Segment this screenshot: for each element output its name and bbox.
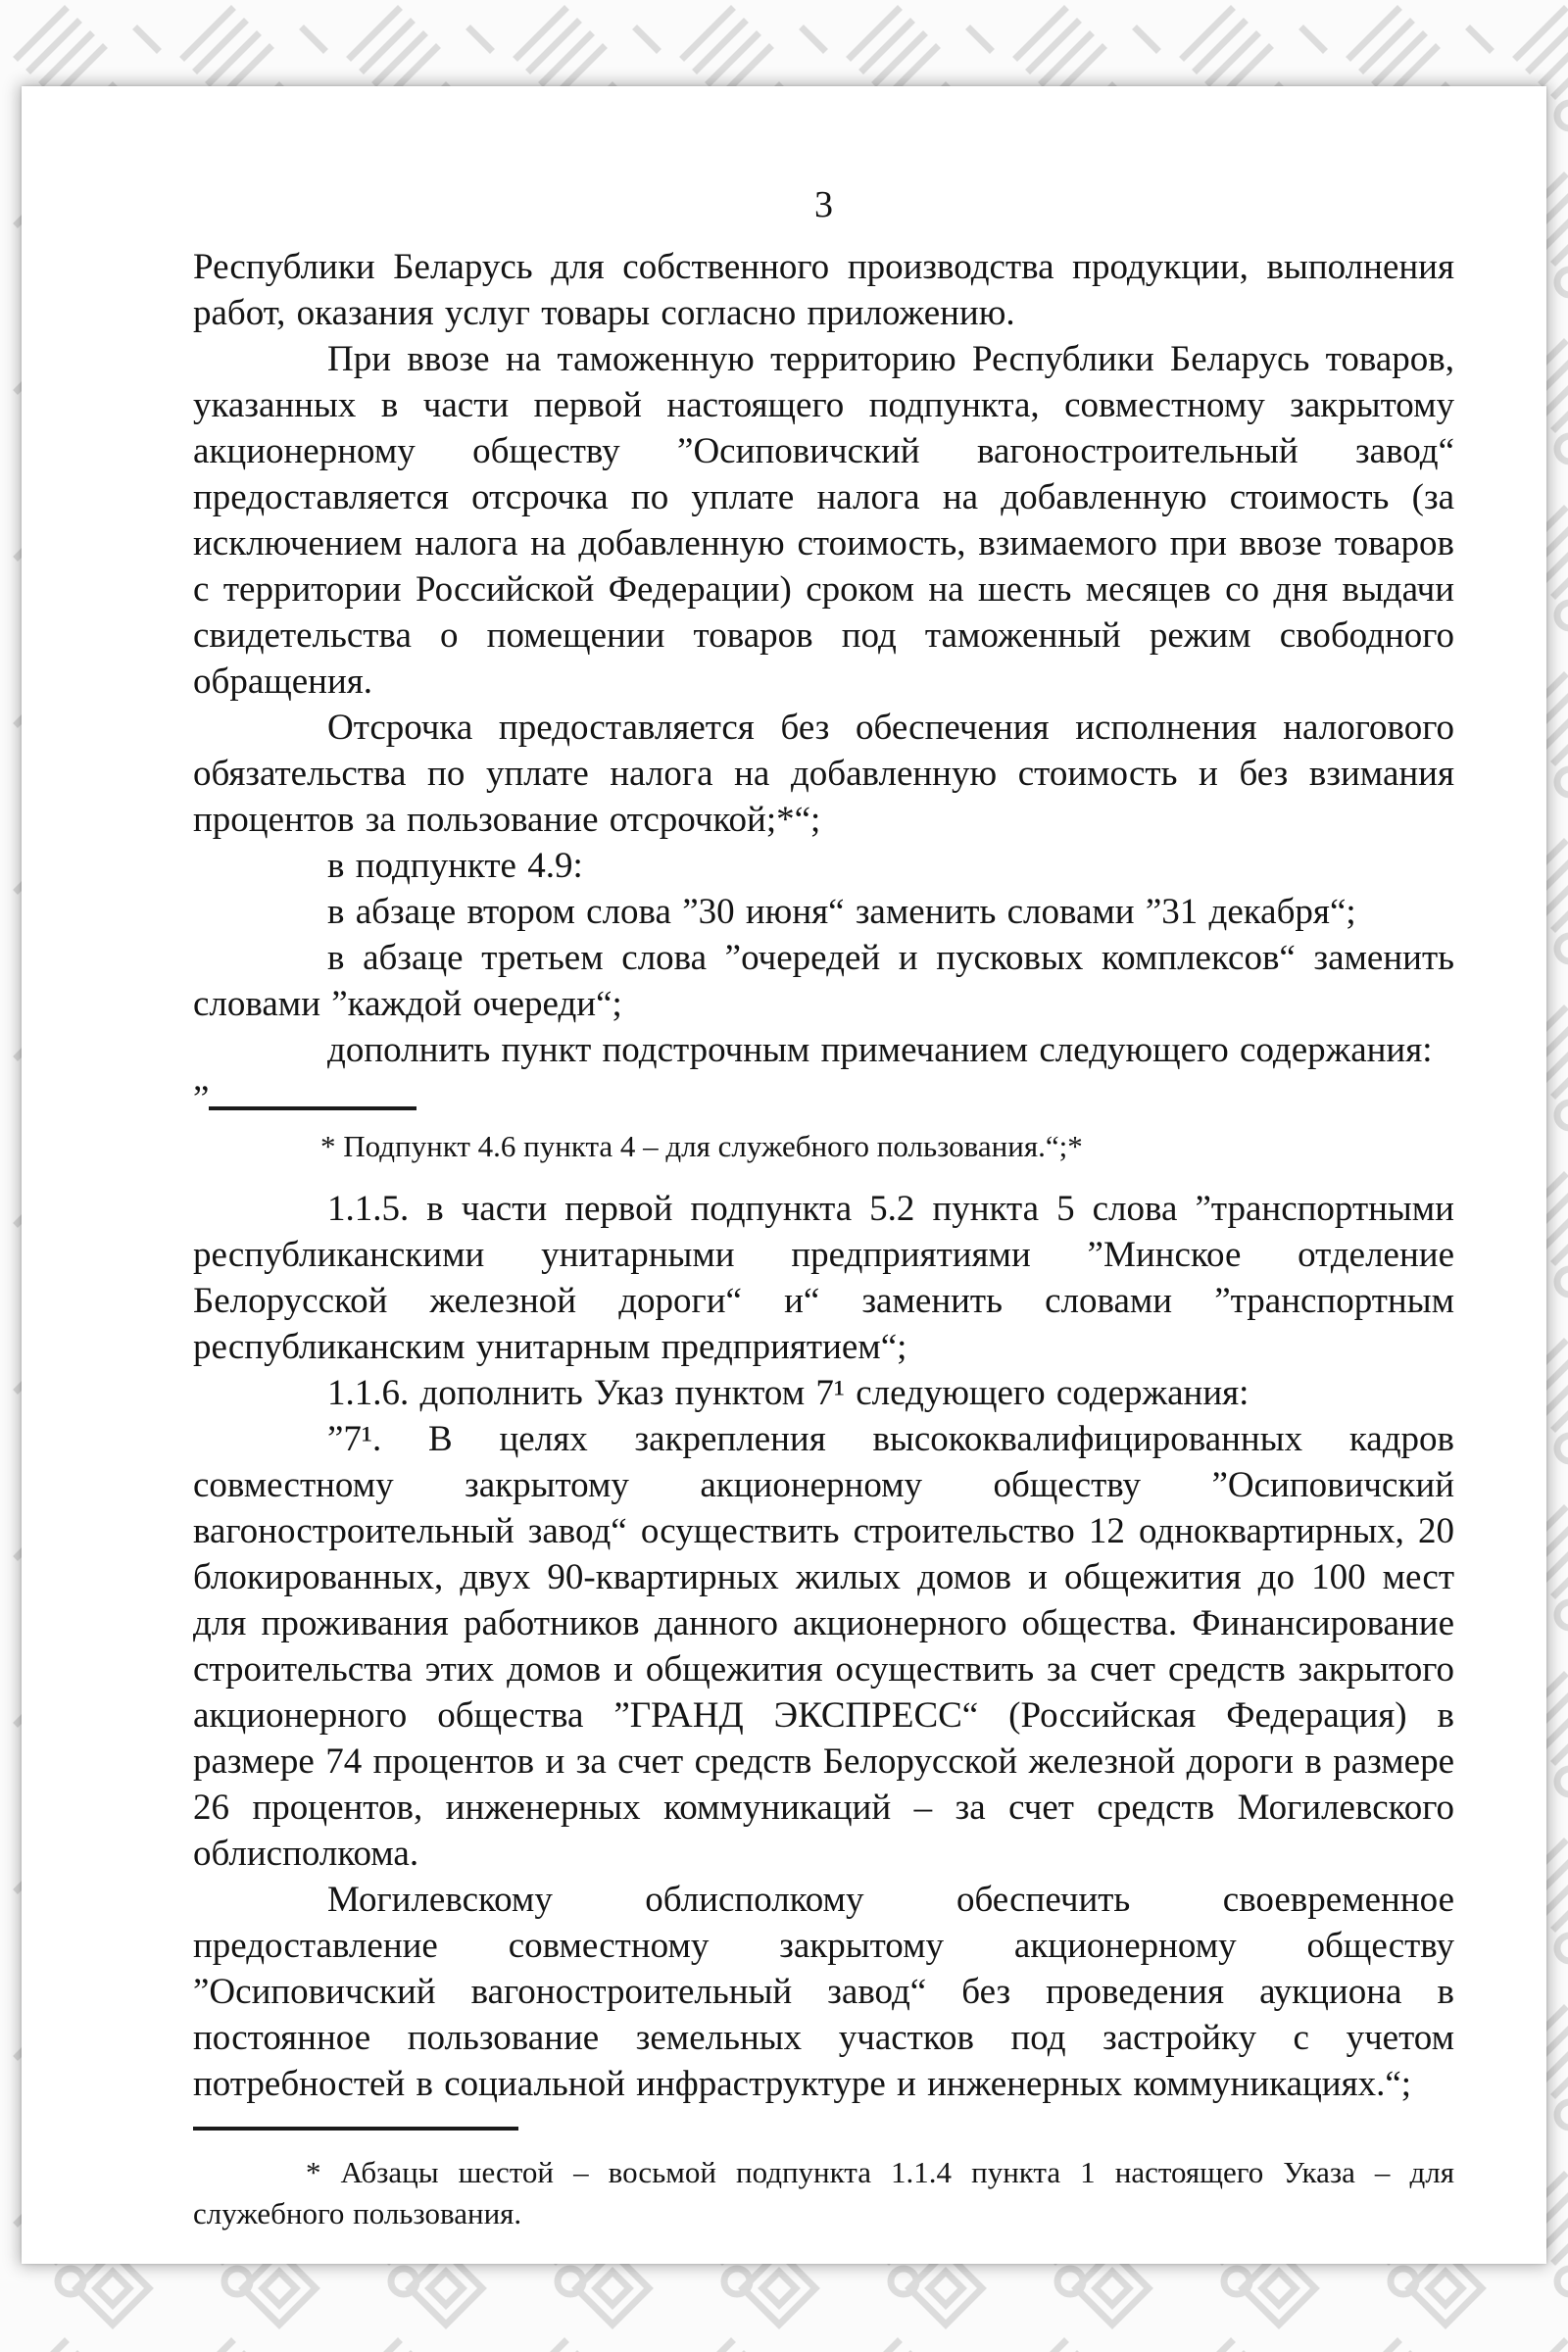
- paragraph: Республики Беларусь для собственного производства продукции, выполнения работ, оказания услуг товары согласно приложению.: [193, 247, 1454, 333]
- opening-quote-mark: ”: [193, 1079, 210, 1119]
- footnote-quote-line: [193, 1073, 1454, 1121]
- paragraph: в подпункте 4.9:: [327, 846, 583, 886]
- paragraph: 1.1.6. дополнить Указ пунктом 7¹ следующего содержания:: [327, 1373, 1250, 1413]
- paragraph: в абзаце третьем слова ”очередей и пусковых комплексов“ заменить словами ”каждой очереди“;: [193, 938, 1454, 1024]
- text-column: [193, 86, 1454, 2234]
- bottom-footnote: * Абзацы шестой – восьмой подпункта 1.1.4 пункта 1 настоящего Указа – для служебного пользования.: [193, 2155, 1454, 2230]
- footnote-reference-underline: [209, 1073, 416, 1110]
- paragraph: ”7¹. В целях закрепления высококвалифицированных кадров совместному закрытому акционерному обществу ”Осиповичский вагоностроительный завод“ осуществить строительство 12 одноквартирных, 20 блокированных, двух 90-квартирных жилых домов и общежития до 100 мест для проживания работников данного акционерного общества. Финансирование строительства этих домов и общежития осуществить за счет средств закрытого акционерного общества ”ГРАНД ЭКСПРЕСС“ (Российская Федерация) в размере 74 процентов и за счет средств Белорусской железной дороги в размере 26 процентов, инженерных коммуникаций – за счет средств Могилевского облисполкома.: [193, 1419, 1454, 1874]
- paragraph: При ввозе на таможенную территорию Республики Беларусь товаров, указанных в части первой настоящего подпункта, совместному закрытому акционерному обществу ”Осиповичский вагоностроительный завод“ предоставляется отсрочка по уплате налога на добавленную стоимость (за исключением налога на добавленную стоимость, взимаемого при ввозе товаров с территории Российской Федерации) сроком на шесть месяцев со дня выдачи свидетельства о помещении товаров под таможенный режим свободного обращения.: [193, 339, 1454, 702]
- paragraph: Могилевскому облисполкому обеспечить своевременное предоставление совместному закрытому акционерному обществу ”Осиповичский вагоностроительный завод“ без проведения аукциона в постоянное пользование земельных участков под застройку с учетом потребностей в социальной инфраструктуре и инженерных коммуникациях.“;: [193, 1880, 1454, 2104]
- inline-footnote: * Подпункт 4.6 пункта 4 – для служебного пользования.“;*: [320, 1129, 1083, 1163]
- document-body: [193, 244, 1454, 2234]
- document-sheet: [22, 86, 1546, 2264]
- paragraph: в абзаце втором слова ”30 июня“ заменить словами ”31 декабря“;: [327, 892, 1356, 932]
- paragraph: Отсрочка предоставляется без обеспечения исполнения налогового обязательства по уплате налога на добавленную стоимость и без взимания процентов за пользование отсрочкой;*“;: [193, 708, 1454, 840]
- footnote-separator-rule: [193, 2127, 518, 2131]
- page-number: 3: [814, 184, 833, 225]
- paragraph: дополнить пункт подстрочным примечанием следующего содержания:: [327, 1030, 1433, 1070]
- paragraph: 1.1.5. в части первой подпункта 5.2 пункта 5 слова ”транспортными республиканскими унитарными предприятиями ”Минское отделение Белорусской железной дороги“ и“ заменить словами ”транспортным республиканским унитарным предприятием“;: [193, 1189, 1454, 1367]
